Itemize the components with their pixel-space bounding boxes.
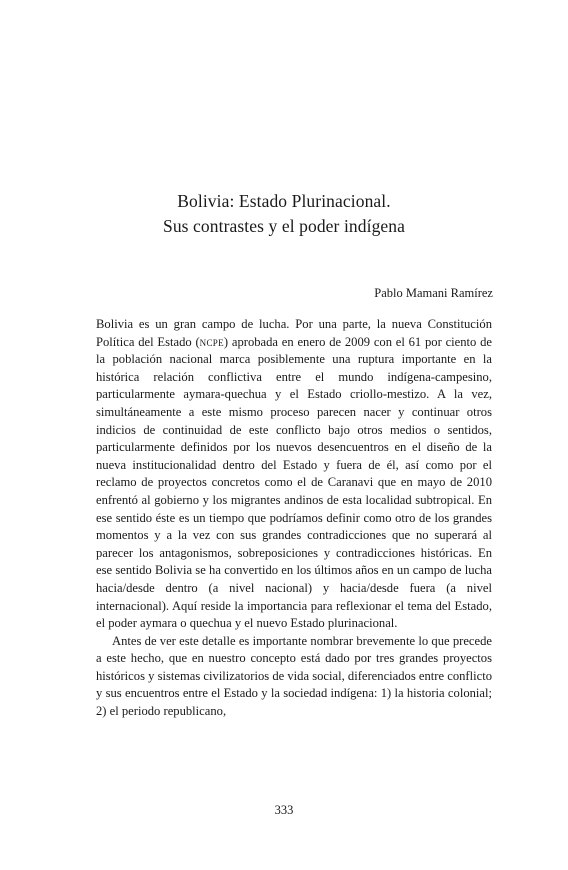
chapter-title (0, 189, 568, 239)
page-number: 333 (274, 803, 294, 817)
paragraph-1 (96, 316, 492, 633)
paragraph-1-part-2: ) aprobada en enero de 2009 con el 61 por ciento de la población nacional marca posiblemente una ruptura importante en la histórica relación conflictiva entre el mundo indígena-campesino, particularmente aymara-quechua y el Estado criollo-mestizo. A la vez, simultáneamente a este mismo proceso parecen nacer y continuar otros indicios de continuidad de este conflicto bajo otros medios o sentidos, particularmente definidos por los nuevos desencuentros en el diseño de la nueva institucionalidad dentro del Estado y fuera de él, así como por el reclamo de proyectos concretos como el de Caranavi que en mayo de 2010 enfrentó al gobierno y los migrantes andinos de esta localidad subtropical. En ese sentido éste es un tiempo que podríamos definir como otro de los grandes momentos y a la vez con sus grandes contradicciones que no superará al parecer los antagonismos, sobreposiciones y contradicciones históricas. En ese sentido Bolivia se ha convertido en los últimos años en un campo de lucha hacia/desde dentro (a nivel nacional) y hacia/desde fuera (a nivel internacional). Aquí reside la importancia para reflexionar el tema del Estado, el poder aymara o quechua y el nuevo Estado plurinacional. (96, 334, 493, 631)
title-line-2: Sus contrastes y el poder indígena (162, 216, 406, 236)
body-text (96, 316, 492, 721)
author-name: Pablo Mamani Ramírez (374, 286, 493, 300)
paragraph-2: Antes de ver este detalle es importante nombrar brevemente lo que precede a este hecho, que en nuestro concepto está dado por tres grandes proyectos históricos y sistemas civilizatorios de vida social, diferenciados entre conflicto y sus encuentros entre el Estado y la sociedad indígena: 1) la historia colonial; 2) el periodo republicano, (96, 633, 492, 719)
abbreviation-ncpe: ncpe (199, 334, 224, 349)
paragraph-1-part-1: Bolivia es un gran campo de lucha. Por una parte, la nueva Constitución Política del Estado ( (96, 317, 492, 349)
title-line-1: Bolivia: Estado Plurinacional. (177, 191, 391, 211)
